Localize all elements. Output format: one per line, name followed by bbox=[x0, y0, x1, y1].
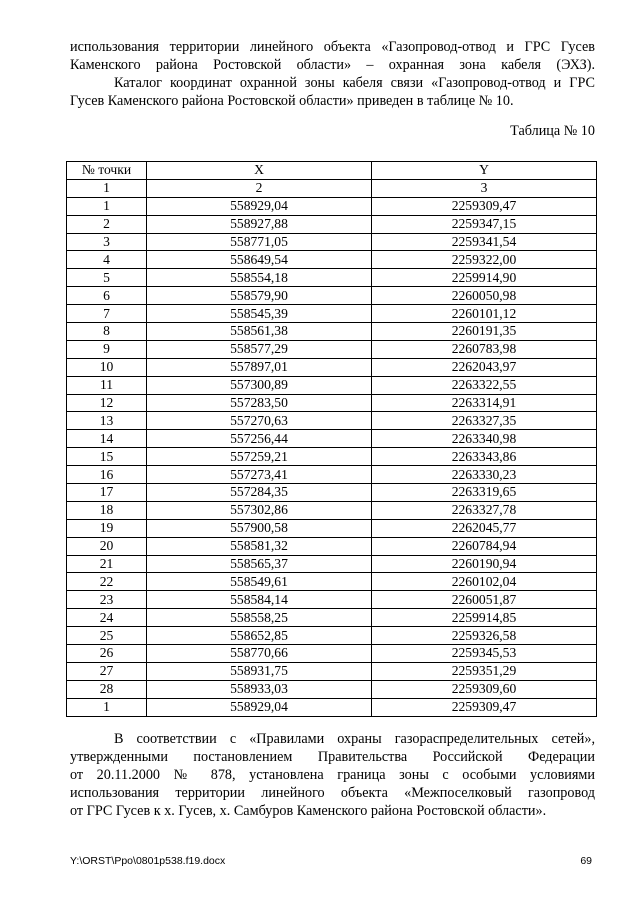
y-cell: 2263327,35 bbox=[372, 412, 597, 430]
x-cell: 558652,85 bbox=[147, 627, 372, 645]
table-row bbox=[67, 645, 597, 663]
table-row bbox=[67, 484, 597, 502]
table-row bbox=[67, 537, 597, 555]
table-row bbox=[67, 609, 597, 627]
intro-line-1: использования территории линейного объекта «Газопровод-отвод и ГРС Гусев bbox=[70, 39, 595, 55]
y-cell: 2259914,90 bbox=[372, 269, 597, 287]
table-row bbox=[67, 591, 597, 609]
x-cell: 558565,37 bbox=[147, 555, 372, 573]
point-number-cell: 28 bbox=[67, 680, 147, 698]
point-number-cell: 15 bbox=[67, 448, 147, 466]
y-cell: 2263314,91 bbox=[372, 394, 597, 412]
point-number-cell: 12 bbox=[67, 394, 147, 412]
table-row bbox=[67, 627, 597, 645]
x-cell: 557284,35 bbox=[147, 484, 372, 502]
x-cell: 558581,32 bbox=[147, 537, 372, 555]
table-row bbox=[67, 680, 597, 698]
header-y: Y bbox=[372, 162, 597, 180]
outro-line-5: от ГРС Гусев к х. Гусев, х. Самбуров Каменского района Ростовской области». bbox=[70, 803, 547, 819]
y-cell: 2259341,54 bbox=[372, 233, 597, 251]
point-number-cell: 20 bbox=[67, 537, 147, 555]
table-row bbox=[67, 197, 597, 215]
point-number-cell: 23 bbox=[67, 591, 147, 609]
x-cell: 558771,05 bbox=[147, 233, 372, 251]
y-cell: 2260101,12 bbox=[372, 305, 597, 323]
y-cell: 2260051,87 bbox=[372, 591, 597, 609]
point-number-cell: 26 bbox=[67, 645, 147, 663]
table-caption: Таблица № 10 bbox=[510, 123, 595, 139]
y-cell: 2263330,23 bbox=[372, 466, 597, 484]
table-header-row bbox=[67, 162, 597, 180]
point-number-cell: 1 bbox=[67, 698, 147, 716]
x-cell: 558927,88 bbox=[147, 215, 372, 233]
table-row bbox=[67, 358, 597, 376]
coordinates-table bbox=[66, 161, 597, 717]
point-number-cell: 3 bbox=[67, 233, 147, 251]
table-row bbox=[67, 412, 597, 430]
point-number-cell: 27 bbox=[67, 662, 147, 680]
point-number-cell: 2 bbox=[67, 215, 147, 233]
y-cell: 2259309,60 bbox=[372, 680, 597, 698]
point-number-cell: 13 bbox=[67, 412, 147, 430]
point-number-cell: 7 bbox=[67, 305, 147, 323]
x-cell: 557300,89 bbox=[147, 376, 372, 394]
numbering-cell: 3 bbox=[372, 179, 597, 197]
point-number-cell: 16 bbox=[67, 466, 147, 484]
point-number-cell: 18 bbox=[67, 501, 147, 519]
x-cell: 558554,18 bbox=[147, 269, 372, 287]
table-row bbox=[67, 323, 597, 341]
x-cell: 557259,21 bbox=[147, 448, 372, 466]
table-row bbox=[67, 305, 597, 323]
y-cell: 2262043,97 bbox=[372, 358, 597, 376]
header-x: X bbox=[147, 162, 372, 180]
table-row bbox=[67, 519, 597, 537]
y-cell: 2259351,29 bbox=[372, 662, 597, 680]
outro-line-2: утвержденными постановлением Правительства Российской Федерации bbox=[70, 749, 595, 765]
y-cell: 2260190,94 bbox=[372, 555, 597, 573]
x-cell: 558561,38 bbox=[147, 323, 372, 341]
y-cell: 2259322,00 bbox=[372, 251, 597, 269]
x-cell: 558549,61 bbox=[147, 573, 372, 591]
x-cell: 557283,50 bbox=[147, 394, 372, 412]
point-number-cell: 11 bbox=[67, 376, 147, 394]
x-cell: 558929,04 bbox=[147, 197, 372, 215]
y-cell: 2262045,77 bbox=[372, 519, 597, 537]
point-number-cell: 25 bbox=[67, 627, 147, 645]
numbering-cell: 1 bbox=[67, 179, 147, 197]
table-row bbox=[67, 698, 597, 716]
y-cell: 2263327,78 bbox=[372, 501, 597, 519]
y-cell: 2263322,55 bbox=[372, 376, 597, 394]
footer-file-path: Y:\ORST\Ppo\0801p538.f19.docx bbox=[70, 855, 226, 867]
table-row bbox=[67, 215, 597, 233]
y-cell: 2259309,47 bbox=[372, 197, 597, 215]
y-cell: 2260784,94 bbox=[372, 537, 597, 555]
point-number-cell: 19 bbox=[67, 519, 147, 537]
outro-line-1: В соответствии с «Правилами охраны газораспределительных сетей», bbox=[114, 731, 595, 747]
x-cell: 558770,66 bbox=[147, 645, 372, 663]
table-row bbox=[67, 448, 597, 466]
point-number-cell: 1 bbox=[67, 197, 147, 215]
x-cell: 557270,63 bbox=[147, 412, 372, 430]
table-row bbox=[67, 340, 597, 358]
table-row bbox=[67, 662, 597, 680]
intro-line-4: Гусев Каменского района Ростовской области» приведен в таблице № 10. bbox=[70, 93, 514, 109]
x-cell: 558649,54 bbox=[147, 251, 372, 269]
point-number-cell: 14 bbox=[67, 430, 147, 448]
x-cell: 558584,14 bbox=[147, 591, 372, 609]
page-number: 69 bbox=[580, 855, 592, 867]
header-point-number: № точки bbox=[67, 162, 147, 180]
y-cell: 2260050,98 bbox=[372, 287, 597, 305]
y-cell: 2263343,86 bbox=[372, 448, 597, 466]
x-cell: 558558,25 bbox=[147, 609, 372, 627]
table-row bbox=[67, 287, 597, 305]
table-row bbox=[67, 430, 597, 448]
y-cell: 2259347,15 bbox=[372, 215, 597, 233]
x-cell: 557897,01 bbox=[147, 358, 372, 376]
table-row bbox=[67, 555, 597, 573]
x-cell: 557273,41 bbox=[147, 466, 372, 484]
y-cell: 2263340,98 bbox=[372, 430, 597, 448]
table-row bbox=[67, 466, 597, 484]
table-row bbox=[67, 269, 597, 287]
x-cell: 558929,04 bbox=[147, 698, 372, 716]
table-row bbox=[67, 233, 597, 251]
y-cell: 2260191,35 bbox=[372, 323, 597, 341]
table-row bbox=[67, 501, 597, 519]
point-number-cell: 8 bbox=[67, 323, 147, 341]
x-cell: 558545,39 bbox=[147, 305, 372, 323]
x-cell: 557302,86 bbox=[147, 501, 372, 519]
intro-line-2: Каменского района Ростовской области» – охранная зона кабеля (ЭХЗ). bbox=[70, 57, 595, 73]
point-number-cell: 24 bbox=[67, 609, 147, 627]
outro-line-4: использования территории линейного объекта «Межпоселковый газопровод bbox=[70, 785, 595, 801]
intro-line-3: Каталог координат охранной зоны кабеля связи «Газопровод-отвод и ГРС bbox=[114, 75, 595, 91]
outro-line-3: от 20.11.2000 № 878, установлена граница зоны с особыми условиями bbox=[70, 767, 595, 783]
table-row bbox=[67, 573, 597, 591]
point-number-cell: 22 bbox=[67, 573, 147, 591]
x-cell: 557256,44 bbox=[147, 430, 372, 448]
y-cell: 2260102,04 bbox=[372, 573, 597, 591]
x-cell: 558577,29 bbox=[147, 340, 372, 358]
table-row bbox=[67, 394, 597, 412]
point-number-cell: 10 bbox=[67, 358, 147, 376]
x-cell: 558579,90 bbox=[147, 287, 372, 305]
y-cell: 2259914,85 bbox=[372, 609, 597, 627]
table-row bbox=[67, 251, 597, 269]
table-row bbox=[67, 376, 597, 394]
point-number-cell: 5 bbox=[67, 269, 147, 287]
x-cell: 558933,03 bbox=[147, 680, 372, 698]
x-cell: 558931,75 bbox=[147, 662, 372, 680]
y-cell: 2260783,98 bbox=[372, 340, 597, 358]
point-number-cell: 9 bbox=[67, 340, 147, 358]
y-cell: 2259345,53 bbox=[372, 645, 597, 663]
x-cell: 557900,58 bbox=[147, 519, 372, 537]
y-cell: 2263319,65 bbox=[372, 484, 597, 502]
point-number-cell: 21 bbox=[67, 555, 147, 573]
y-cell: 2259309,47 bbox=[372, 698, 597, 716]
point-number-cell: 6 bbox=[67, 287, 147, 305]
point-number-cell: 17 bbox=[67, 484, 147, 502]
y-cell: 2259326,58 bbox=[372, 627, 597, 645]
point-number-cell: 4 bbox=[67, 251, 147, 269]
table-numbering-row bbox=[67, 179, 597, 197]
numbering-cell: 2 bbox=[147, 179, 372, 197]
